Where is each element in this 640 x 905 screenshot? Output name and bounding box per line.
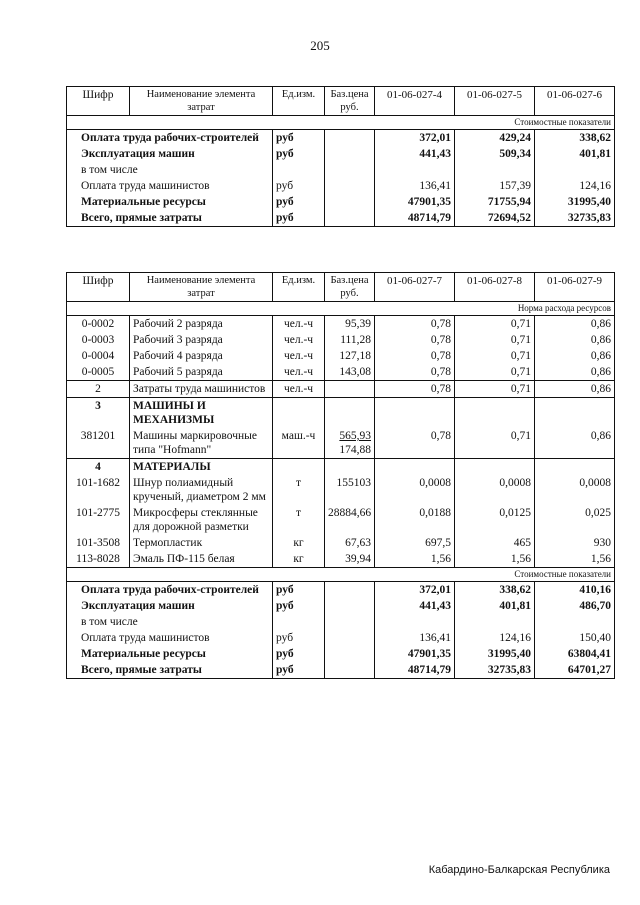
resource-price: 111,28 xyxy=(325,332,375,348)
resource-row xyxy=(67,505,615,535)
cost-row-unit: руб xyxy=(273,582,325,599)
resource-value-3: 0,86 xyxy=(535,348,615,364)
resource-code: 0-0003 xyxy=(67,332,130,348)
cost-row-value-3: 31995,40 xyxy=(535,194,615,210)
resource-unit: т xyxy=(273,475,325,505)
header-code: Шифр xyxy=(67,273,130,302)
resource-code: 0-0004 xyxy=(67,348,130,364)
resource-value-2: 0,71 xyxy=(455,332,535,348)
cost-row-price xyxy=(325,662,375,679)
resource-value-1: 0,78 xyxy=(375,364,455,381)
cost-row-value-3: 150,40 xyxy=(535,630,615,646)
cost-row xyxy=(67,146,615,162)
cost-row-value-2: 32735,83 xyxy=(455,662,535,679)
resource-value-1: 1,56 xyxy=(375,551,455,568)
cost-row-value-3: 401,81 xyxy=(535,146,615,162)
cost-row-value-2 xyxy=(455,614,535,630)
section-code: 4 xyxy=(67,459,130,476)
resource-unit: чел.-ч xyxy=(273,348,325,364)
page-number: 205 xyxy=(310,38,330,53)
resource-unit: т xyxy=(273,505,325,535)
cost-row-unit: руб xyxy=(273,146,325,162)
resource-value-2: 0,0125 xyxy=(455,505,535,535)
resource-value-1: 0,78 xyxy=(375,316,455,333)
resource-name: Микросферы стеклянные для дорожной разметки xyxy=(130,505,273,535)
resource-unit: чел.-ч xyxy=(273,332,325,348)
resource-unit: чел.-ч xyxy=(273,364,325,381)
cost-row-value-1: 48714,79 xyxy=(375,210,455,227)
resource-code: 101-2775 xyxy=(67,505,130,535)
cost-row-price xyxy=(325,598,375,614)
resource-price xyxy=(325,428,375,459)
cost-row-price xyxy=(325,194,375,210)
cost-row-name: Всего, прямые затраты xyxy=(67,662,273,679)
resource-row xyxy=(67,535,615,551)
resource-code: 2 xyxy=(67,381,130,398)
cost-row-name: Материальные ресурсы xyxy=(67,194,273,210)
cost-row xyxy=(67,598,615,614)
cost-row-value-1 xyxy=(375,614,455,630)
resource-value-3: 0,86 xyxy=(535,316,615,333)
cost-row-name: Материальные ресурсы xyxy=(67,646,273,662)
cost-row-name: в том числе xyxy=(67,162,273,178)
resource-value-1: 0,78 xyxy=(375,348,455,364)
resource-name: Рабочий 4 разряда xyxy=(130,348,273,364)
header-col-2: 01-06-027-5 xyxy=(455,87,535,116)
resource-value-2: 0,71 xyxy=(455,316,535,333)
table-header-row xyxy=(67,87,615,116)
resource-value-3: 1,56 xyxy=(535,551,615,568)
cost-row-unit: руб xyxy=(273,630,325,646)
cost-row-unit: руб xyxy=(273,210,325,227)
cost-row-value-2: 71755,94 xyxy=(455,194,535,210)
cost-row-value-3 xyxy=(535,614,615,630)
cost-row-name: Оплата труда рабочих-строителей xyxy=(67,130,273,147)
section-row xyxy=(67,398,615,429)
resource-value-2: 0,71 xyxy=(455,428,535,459)
resource-name: Машины маркировочные типа "Hofmann" xyxy=(130,428,273,459)
table-header-row xyxy=(67,273,615,302)
section-empty-cell xyxy=(375,459,455,476)
resource-name: Рабочий 3 разряда xyxy=(130,332,273,348)
section-empty-cell xyxy=(273,459,325,476)
section-empty-cell xyxy=(535,459,615,476)
resource-price: 143,08 xyxy=(325,364,375,381)
resource-value-1: 0,78 xyxy=(375,381,455,398)
cost-table-2 xyxy=(66,272,615,679)
cost-row-value-2 xyxy=(455,162,535,178)
cost-row-value-1: 372,01 xyxy=(375,582,455,599)
resource-unit: кг xyxy=(273,535,325,551)
resource-row xyxy=(67,381,615,398)
resource-value-3: 0,86 xyxy=(535,381,615,398)
resource-row xyxy=(67,364,615,381)
resource-row xyxy=(67,428,615,459)
header-col-1: 01-06-027-4 xyxy=(375,87,455,116)
cost-row-price xyxy=(325,178,375,194)
resource-name: Затраты труда машинистов xyxy=(130,381,273,398)
section-empty-cell xyxy=(325,398,375,429)
cost-row xyxy=(67,178,615,194)
header-col-3: 01-06-027-6 xyxy=(535,87,615,116)
cost-row-value-3: 486,70 xyxy=(535,598,615,614)
band-cost-indicators xyxy=(67,116,615,130)
resource-code: 0-0002 xyxy=(67,316,130,333)
cost-row xyxy=(67,210,615,227)
header-code: Шифр xyxy=(67,87,130,116)
band-label: Норма расхода ресурсов xyxy=(67,302,615,316)
resource-code: 381201 xyxy=(67,428,130,459)
section-code: 3 xyxy=(67,398,130,429)
cost-row-value-2: 72694,52 xyxy=(455,210,535,227)
cost-row-value-3 xyxy=(535,162,615,178)
resource-code: 0-0005 xyxy=(67,364,130,381)
header-name: Наименование элемента затрат xyxy=(130,273,273,302)
header-price: Баз.цена руб. xyxy=(325,87,375,116)
resource-value-2: 1,56 xyxy=(455,551,535,568)
cost-row xyxy=(67,614,615,630)
band-label: Стоимостные показатели xyxy=(67,568,615,582)
resource-price: 67,63 xyxy=(325,535,375,551)
resource-row xyxy=(67,316,615,333)
cost-row-name: Оплата труда рабочих-строителей xyxy=(67,582,273,599)
resource-value-1: 0,0188 xyxy=(375,505,455,535)
cost-row-price xyxy=(325,582,375,599)
resource-unit: кг xyxy=(273,551,325,568)
section-title: МАШИНЫ И МЕХАНИЗМЫ xyxy=(130,398,273,429)
cost-row-value-1: 47901,35 xyxy=(375,646,455,662)
cost-row xyxy=(67,630,615,646)
cost-row xyxy=(67,130,615,147)
cost-row-unit: руб xyxy=(273,598,325,614)
cost-row-value-1: 372,01 xyxy=(375,130,455,147)
cost-row-unit xyxy=(273,162,325,178)
resource-name: Рабочий 2 разряда xyxy=(130,316,273,333)
resource-price: 95,39 xyxy=(325,316,375,333)
cost-row xyxy=(67,194,615,210)
cost-row-value-2: 157,39 xyxy=(455,178,535,194)
section-title: МАТЕРИАЛЫ xyxy=(130,459,273,476)
resource-price: 155103 xyxy=(325,475,375,505)
section-empty-cell xyxy=(455,398,535,429)
resource-unit: чел.-ч xyxy=(273,316,325,333)
band-cost-indicators xyxy=(67,568,615,582)
cost-row-name: Оплата труда машинистов xyxy=(67,178,273,194)
resource-value-2: 0,71 xyxy=(455,348,535,364)
cost-table-1 xyxy=(66,86,615,227)
section-row xyxy=(67,459,615,476)
resource-name: Эмаль ПФ-115 белая xyxy=(130,551,273,568)
header-unit: Ед.изм. xyxy=(273,273,325,302)
cost-row-name: Оплата труда машинистов xyxy=(67,630,273,646)
band-label: Стоимостные показатели xyxy=(67,116,615,130)
header-name: Наименование элемента затрат xyxy=(130,87,273,116)
band-norm xyxy=(67,302,615,316)
cost-row-value-2: 31995,40 xyxy=(455,646,535,662)
cost-row-value-2: 401,81 xyxy=(455,598,535,614)
resource-row xyxy=(67,551,615,568)
cost-row-value-3: 338,62 xyxy=(535,130,615,147)
cost-row-name: в том числе xyxy=(67,614,273,630)
cost-row-value-2: 429,24 xyxy=(455,130,535,147)
resource-value-3: 0,0008 xyxy=(535,475,615,505)
region-footer: Кабардино-Балкарская Республика xyxy=(428,864,610,876)
cost-row-value-1: 441,43 xyxy=(375,146,455,162)
resource-value-1: 697,5 xyxy=(375,535,455,551)
cost-row-value-2: 124,16 xyxy=(455,630,535,646)
cost-row-value-3: 124,16 xyxy=(535,178,615,194)
cost-row-unit: руб xyxy=(273,662,325,679)
cost-row-value-2: 338,62 xyxy=(455,582,535,599)
cost-row-name: Эксплуатация машин xyxy=(67,598,273,614)
resource-name: Рабочий 5 разряда xyxy=(130,364,273,381)
cost-row-value-1 xyxy=(375,162,455,178)
resource-row xyxy=(67,348,615,364)
resource-value-2: 0,71 xyxy=(455,364,535,381)
section-empty-cell xyxy=(375,398,455,429)
resource-row xyxy=(67,332,615,348)
cost-row-price xyxy=(325,210,375,227)
cost-row-value-2: 509,34 xyxy=(455,146,535,162)
cost-row xyxy=(67,162,615,178)
header-unit: Ед.изм. xyxy=(273,87,325,116)
resource-value-3: 930 xyxy=(535,535,615,551)
resource-price: 39,94 xyxy=(325,551,375,568)
resource-code: 101-1682 xyxy=(67,475,130,505)
cost-row-value-1: 441,43 xyxy=(375,598,455,614)
resource-value-2: 465 xyxy=(455,535,535,551)
cost-row-value-3: 64701,27 xyxy=(535,662,615,679)
resource-name: Шнур полиамидный крученый, диаметром 2 мм xyxy=(130,475,273,505)
resource-unit: маш.-ч xyxy=(273,428,325,459)
resource-value-1: 0,0008 xyxy=(375,475,455,505)
cost-row xyxy=(67,582,615,599)
cost-row-price xyxy=(325,162,375,178)
cost-row-unit: руб xyxy=(273,178,325,194)
resource-price: 28884,66 xyxy=(325,505,375,535)
resource-price-value-2: 174,88 xyxy=(339,444,371,456)
cost-row-value-1: 136,41 xyxy=(375,178,455,194)
cost-row-unit: руб xyxy=(273,130,325,147)
resource-value-2: 0,0008 xyxy=(455,475,535,505)
resource-price xyxy=(325,381,375,398)
resource-code: 101-3508 xyxy=(67,535,130,551)
resource-row xyxy=(67,475,615,505)
cost-row-value-3: 32735,83 xyxy=(535,210,615,227)
resource-unit: чел.-ч xyxy=(273,381,325,398)
cost-row-price xyxy=(325,130,375,147)
section-empty-cell xyxy=(535,398,615,429)
section-empty-cell xyxy=(455,459,535,476)
header-col-3: 01-06-027-9 xyxy=(535,273,615,302)
cost-row-price xyxy=(325,614,375,630)
resource-price: 127,18 xyxy=(325,348,375,364)
cost-row-value-1: 47901,35 xyxy=(375,194,455,210)
cost-row-value-3: 63804,41 xyxy=(535,646,615,662)
resource-value-3: 0,86 xyxy=(535,332,615,348)
section-empty-cell xyxy=(325,459,375,476)
cost-row-unit: руб xyxy=(273,194,325,210)
header-col-1: 01-06-027-7 xyxy=(375,273,455,302)
cost-row-price xyxy=(325,646,375,662)
cost-row-unit: руб xyxy=(273,646,325,662)
cost-row-name: Всего, прямые затраты xyxy=(67,210,273,227)
resource-value-3: 0,86 xyxy=(535,364,615,381)
resource-code: 113-8028 xyxy=(67,551,130,568)
resource-value-3: 0,86 xyxy=(535,428,615,459)
resource-value-2: 0,71 xyxy=(455,381,535,398)
resource-value-1: 0,78 xyxy=(375,428,455,459)
resource-name: Термопластик xyxy=(130,535,273,551)
resource-price-value: 565,93 xyxy=(339,430,371,442)
header-col-2: 01-06-027-8 xyxy=(455,273,535,302)
cost-row-price xyxy=(325,146,375,162)
cost-row-value-1: 48714,79 xyxy=(375,662,455,679)
cost-row-price xyxy=(325,630,375,646)
resource-value-1: 0,78 xyxy=(375,332,455,348)
cost-row-value-3: 410,16 xyxy=(535,582,615,599)
cost-row xyxy=(67,646,615,662)
cost-row-value-1: 136,41 xyxy=(375,630,455,646)
resource-value-3: 0,025 xyxy=(535,505,615,535)
cost-row xyxy=(67,662,615,679)
section-empty-cell xyxy=(273,398,325,429)
header-price: Баз.цена руб. xyxy=(325,273,375,302)
cost-row-unit xyxy=(273,614,325,630)
cost-row-name: Эксплуатация машин xyxy=(67,146,273,162)
